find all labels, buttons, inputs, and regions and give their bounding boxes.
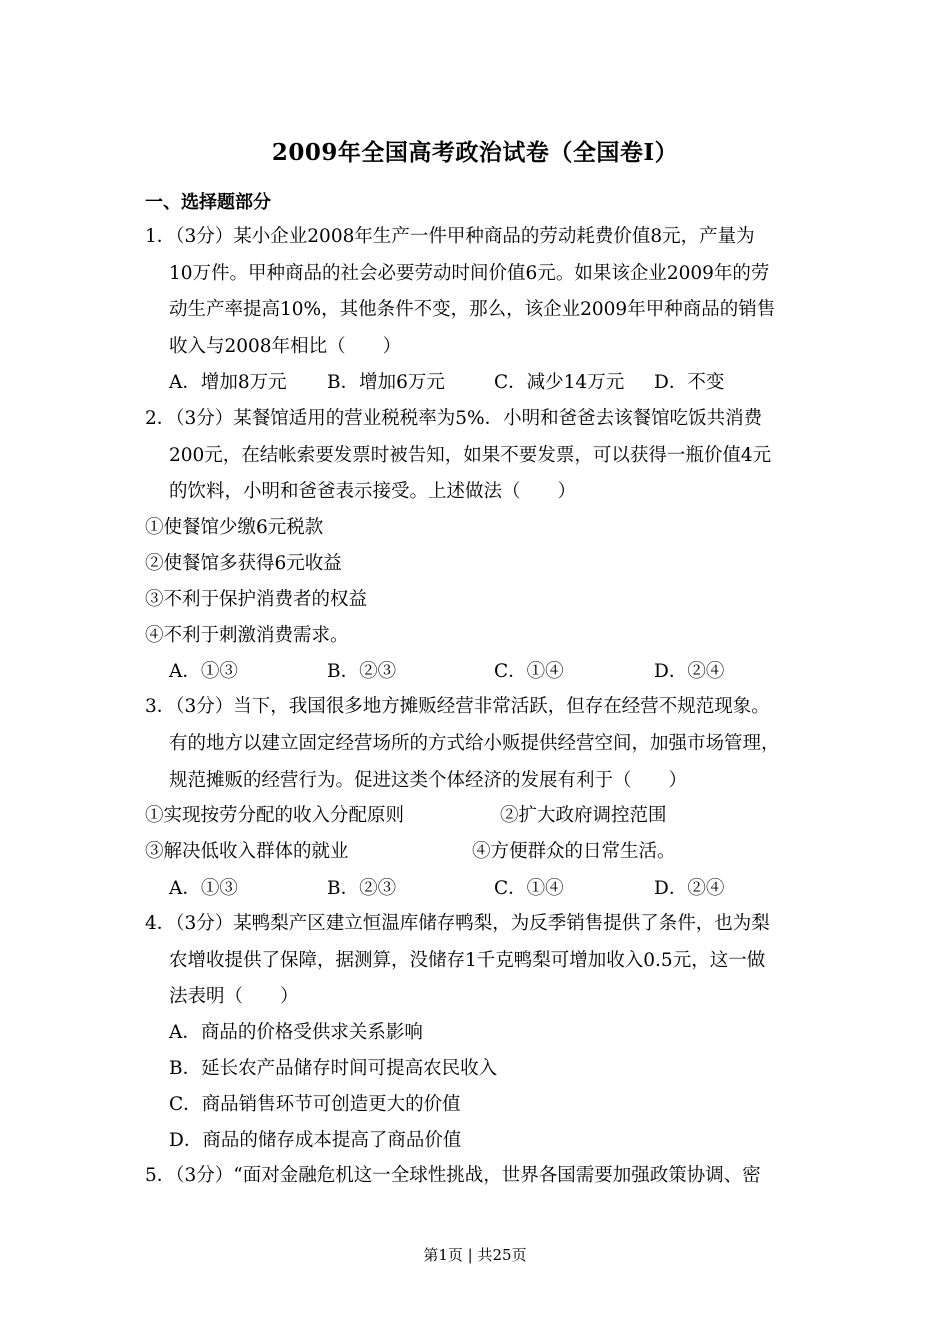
question-2-item-4: ④不利于刺激消费需求。 — [145, 625, 349, 646]
question-3-item-3: ③解决低收入群体的就业 — [145, 841, 349, 862]
question-2-line-3: 的饮料，小明和爸爸表示接受。上述做法（ ） — [169, 481, 577, 502]
question-4-option-d: D．商品的储存成本提高了商品价值 — [169, 1130, 462, 1151]
question-3-option-b: B．②③ — [327, 878, 397, 899]
question-2-line-2: 200元，在结帐索要发票时被告知，如果不要发票，可以获得一瓶价值4元 — [169, 445, 772, 466]
question-4-line-1: 4．（3分）某鸭梨产区建立恒温库储存鸭梨，为反季销售提供了条件，也为梨 — [145, 913, 770, 934]
question-1-option-c: C．减少14万元 — [494, 372, 625, 393]
question-1-line-4: 收入与2008年相比（ ） — [169, 336, 402, 357]
question-2-option-d: D．②④ — [654, 661, 725, 682]
question-3-option-a: A．①③ — [169, 878, 238, 899]
question-2-option-c: C．①④ — [494, 661, 564, 682]
question-5-line-1: 5．（3分）“面对金融危机这一全球性挑战，世界各国需要加强政策协调、密 — [145, 1165, 761, 1186]
question-3-line-2: 有的地方以建立固定经营场所的方式给小贩提供经营空间，加强市场管理， — [169, 733, 780, 754]
question-3-item-4: ④方便群众的日常生活。 — [472, 841, 676, 862]
question-2-item-2: ②使餐馆多获得6元收益 — [145, 553, 342, 574]
question-1-line-1: 1．（3分）某小企业2008年生产一件甲种商品的劳动耗费价值8元，产量为 — [145, 226, 755, 247]
section-heading: 一、选择题部分 — [145, 192, 271, 213]
question-3-item-1: ①实现按劳分配的收入分配原则 — [145, 805, 405, 826]
question-2-item-1: ①使餐馆少缴6元税款 — [145, 517, 324, 538]
question-3-option-c: C．①④ — [494, 878, 564, 899]
question-3-item-2: ②扩大政府调控范围 — [500, 805, 667, 826]
question-1-option-d: D．不变 — [654, 372, 725, 393]
question-4-option-a: A．商品的价格受供求关系影响 — [169, 1022, 423, 1043]
question-1-option-b: B．增加6万元 — [327, 372, 445, 393]
question-3-line-1: 3．（3分）当下，我国很多地方摊贩经营非常活跃，但存在经营不规范现象。 — [145, 696, 770, 717]
page-title: 2009年全国高考政治试卷（全国卷Ⅰ） — [271, 139, 679, 166]
question-4-option-b: B．延长农产品储存时间可提高农民收入 — [169, 1058, 498, 1079]
question-2-option-a: A．①③ — [169, 661, 238, 682]
question-3-option-d: D．②④ — [654, 878, 725, 899]
question-4-line-2: 农增收提供了保障，据测算，没储存1千克鸭梨可增加收入0.5元，这一做 — [169, 950, 766, 971]
question-2-item-3: ③不利于保护消费者的权益 — [145, 589, 368, 610]
question-1-line-2: 10万件。甲种商品的社会必要劳动时间价值6元。如果该企业2009年的劳 — [169, 263, 770, 284]
question-2-line-1: 2．（3分）某餐馆适用的营业税税率为5%．小明和爸爸去该餐馆吃饭共消费 — [145, 408, 763, 429]
question-1-line-3: 动生产率提高10%，其他条件不变，那么，该企业2009年甲种商品的销售 — [169, 299, 776, 320]
question-4-option-c: C．商品销售环节可创造更大的价值 — [169, 1094, 461, 1115]
question-2-option-b: B．②③ — [327, 661, 397, 682]
question-3-line-3: 规范摊贩的经营行为。促进这类个体经济的发展有利于（ ） — [169, 770, 688, 791]
page-footer: 第1页 | 共25页 — [423, 1246, 527, 1264]
question-4-line-3: 法表明（ ） — [169, 986, 299, 1007]
question-1-option-a: A．增加8万元 — [169, 372, 287, 393]
